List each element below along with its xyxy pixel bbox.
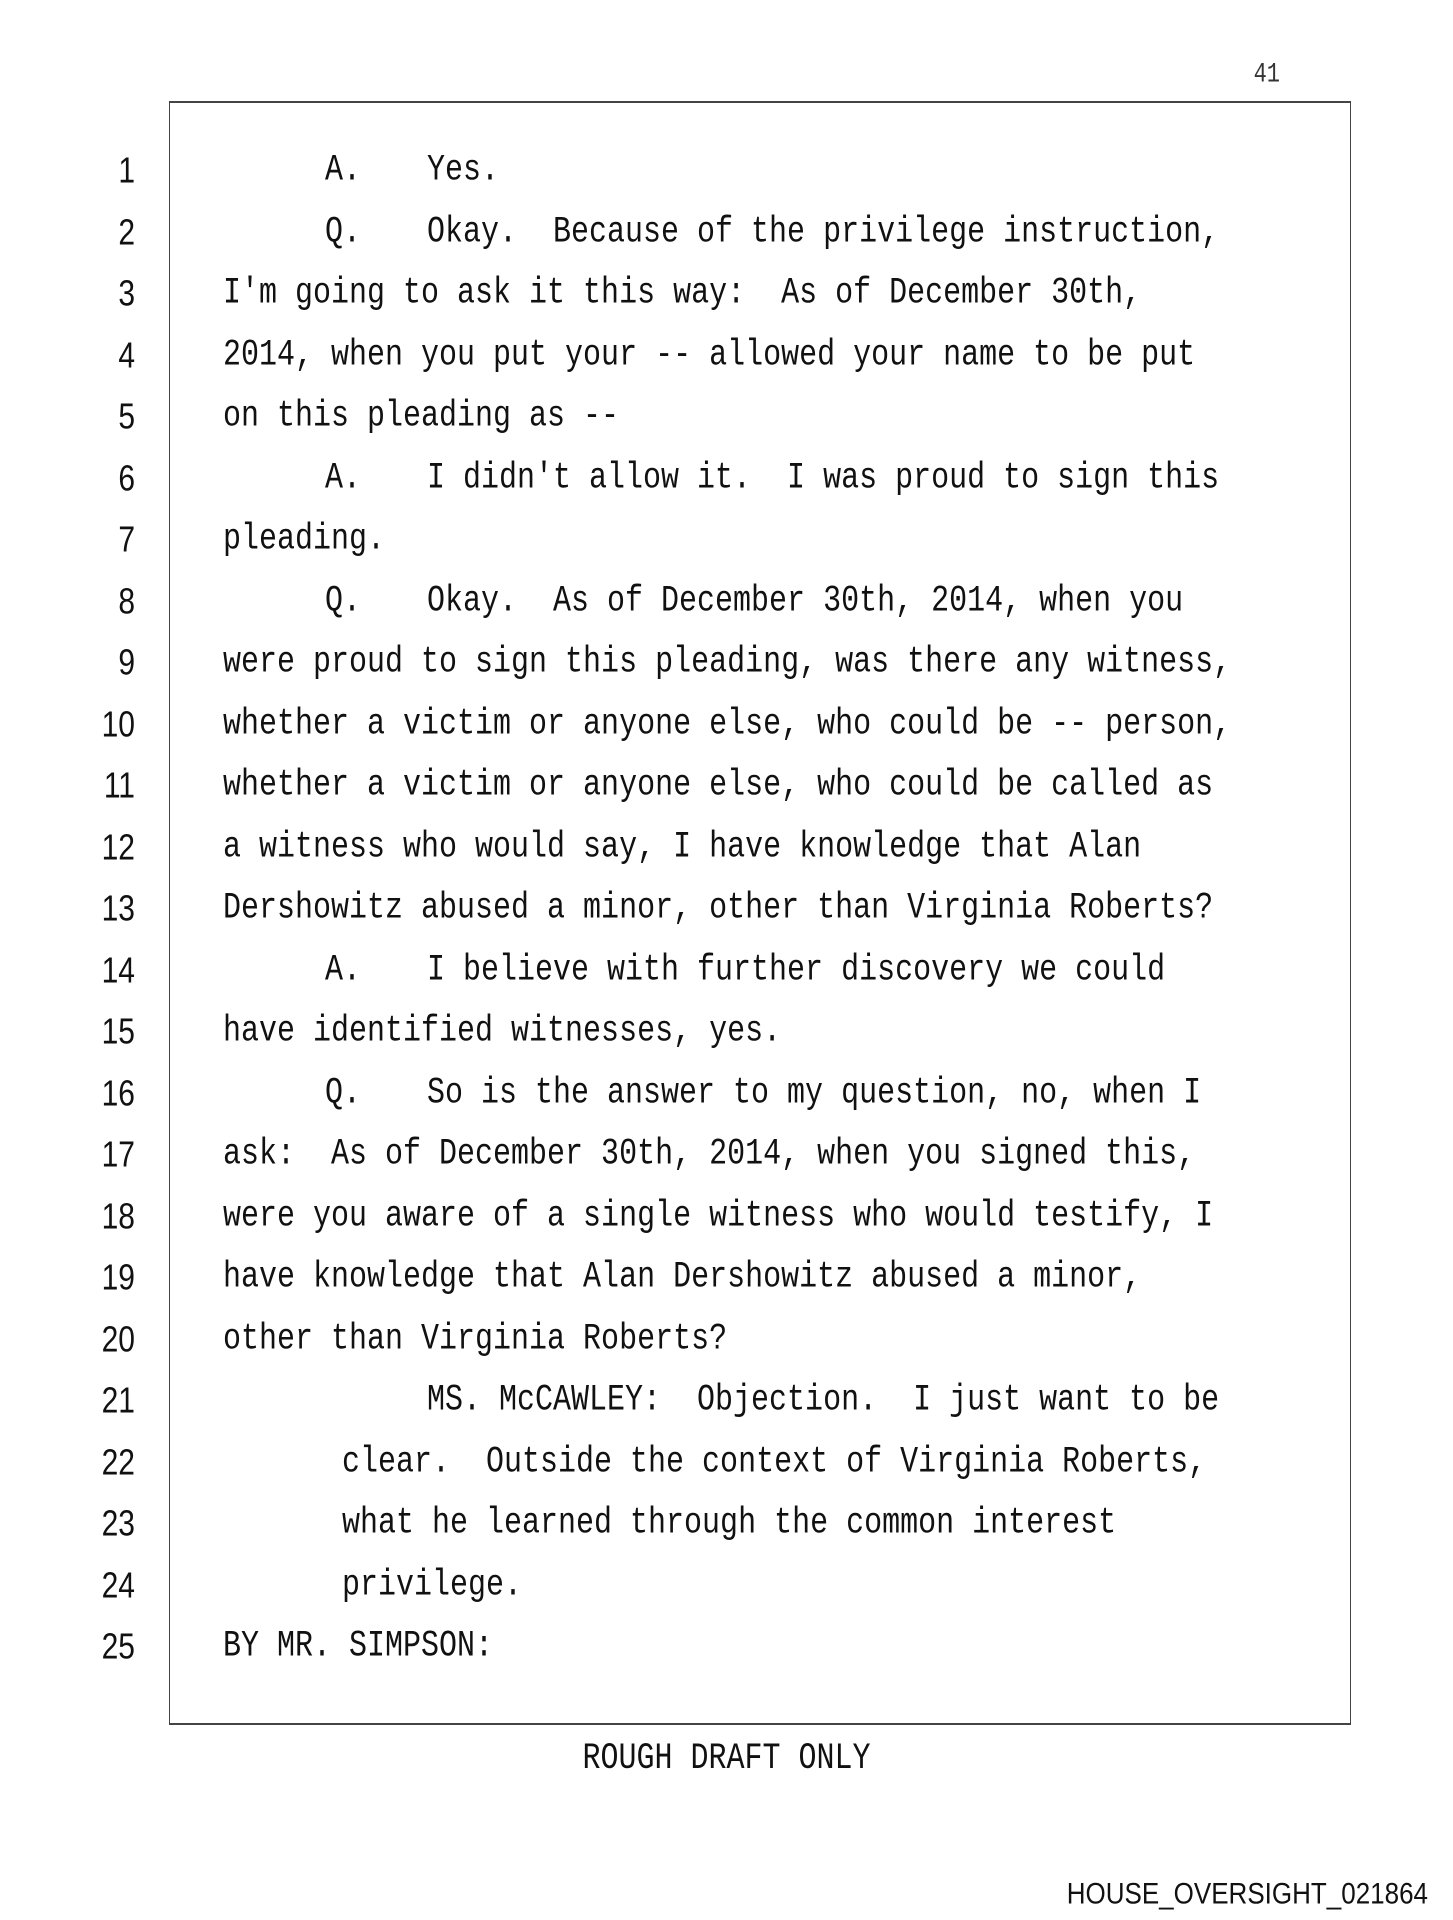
speaker-label: A. [325, 949, 362, 992]
transcript-line [0, 764, 1453, 813]
transcript-line [0, 395, 1453, 444]
line-text: MS. McCAWLEY: Objection. I just want to be [427, 1379, 1220, 1422]
line-number: 15 [101, 1012, 135, 1052]
rough-draft-footer: ROUGH DRAFT ONLY [582, 1737, 871, 1781]
line-number: 22 [101, 1442, 135, 1483]
line-number: 16 [101, 1073, 135, 1114]
line-number: 4 [118, 335, 135, 376]
line-number: 8 [118, 581, 135, 622]
speaker-label: Q. [325, 211, 362, 254]
transcript-line [0, 272, 1453, 321]
line-number: 10 [101, 704, 135, 745]
transcript-line [0, 1441, 1453, 1490]
line-text: So is the answer to my question, no, when I [427, 1072, 1202, 1115]
transcript-line [0, 211, 1453, 260]
line-number: 25 [101, 1627, 135, 1667]
line-number: 21 [101, 1381, 135, 1421]
line-text: Okay. As of December 30th, 2014, when you [427, 580, 1184, 623]
line-text: Yes. [427, 149, 500, 192]
line-text: clear. Outside the context of Virginia Roberts, [342, 1441, 1207, 1484]
line-text: Okay. Because of the privilege instruction, [427, 211, 1220, 254]
transcript-line [0, 1625, 1453, 1674]
transcript-line [0, 703, 1453, 752]
transcript-line [0, 1072, 1453, 1121]
line-text: on this pleading as -- [223, 395, 620, 438]
transcript-line [0, 887, 1453, 936]
line-number: 23 [101, 1504, 135, 1544]
transcript-line [0, 641, 1453, 690]
transcript-line [0, 334, 1453, 383]
speaker-label: A. [325, 457, 362, 500]
line-number: 2 [118, 212, 135, 253]
line-number: 9 [118, 643, 135, 683]
line-text: were proud to sign this pleading, was there any witness, [223, 641, 1232, 684]
line-text: pleading. [223, 518, 386, 561]
transcript-line [0, 457, 1453, 506]
bates-number: HOUSE_OVERSIGHT_021864 [1066, 1875, 1428, 1911]
transcript-line [0, 580, 1453, 629]
line-text: I didn't allow it. I was proud to sign this [427, 457, 1220, 500]
transcript-line [0, 949, 1453, 998]
line-text: whether a victim or anyone else, who could be -- person, [223, 703, 1232, 746]
transcript-line [0, 1133, 1453, 1182]
page-number: 41 [1253, 58, 1280, 91]
line-text: what he learned through the common interest [342, 1502, 1117, 1545]
line-text: have identified witnesses, yes. [223, 1010, 782, 1053]
line-text: ask: As of December 30th, 2014, when you signed this, [223, 1133, 1196, 1176]
speaker-label: Q. [325, 1072, 362, 1115]
speaker-label: A. [325, 149, 362, 192]
line-text: 2014, when you put your -- allowed your name to be put [223, 334, 1196, 377]
line-text: I'm going to ask it this way: As of December 30th, [223, 272, 1142, 315]
line-text: other than Virginia Roberts? [223, 1318, 728, 1361]
transcript-line [0, 149, 1453, 198]
line-number: 7 [118, 520, 135, 560]
line-number: 20 [101, 1319, 135, 1360]
transcript-line [0, 1195, 1453, 1244]
transcript-line [0, 518, 1453, 567]
line-text: whether a victim or anyone else, who could be called as [223, 764, 1214, 807]
line-number: 14 [101, 950, 135, 991]
line-text: BY MR. SIMPSON: [223, 1625, 494, 1668]
transcript-line [0, 1379, 1453, 1428]
transcript-line [0, 1256, 1453, 1305]
transcript-line [0, 1564, 1453, 1613]
line-number: 5 [118, 397, 135, 437]
line-text: a witness who would say, I have knowledge that Alan [223, 826, 1142, 869]
transcript-line [0, 1318, 1453, 1367]
line-number: 12 [101, 827, 135, 868]
line-text: have knowledge that Alan Dershowitz abused a minor, [223, 1256, 1142, 1299]
transcript-line [0, 1010, 1453, 1059]
line-number: 13 [101, 889, 135, 929]
transcript-line [0, 1502, 1453, 1551]
line-number: 24 [101, 1565, 135, 1606]
line-number: 6 [118, 458, 135, 499]
speaker-label: Q. [325, 580, 362, 623]
line-text: I believe with further discovery we could [427, 949, 1166, 992]
line-number: 11 [103, 766, 135, 806]
line-number: 1 [118, 151, 135, 191]
line-number: 19 [101, 1258, 135, 1298]
line-text: Dershowitz abused a minor, other than Virginia Roberts? [223, 887, 1214, 930]
line-text: privilege. [342, 1564, 523, 1607]
line-number: 17 [101, 1135, 135, 1175]
line-number: 3 [118, 274, 135, 314]
line-number: 18 [101, 1196, 135, 1237]
line-text: were you aware of a single witness who would testify, I [223, 1195, 1214, 1238]
transcript-line [0, 826, 1453, 875]
